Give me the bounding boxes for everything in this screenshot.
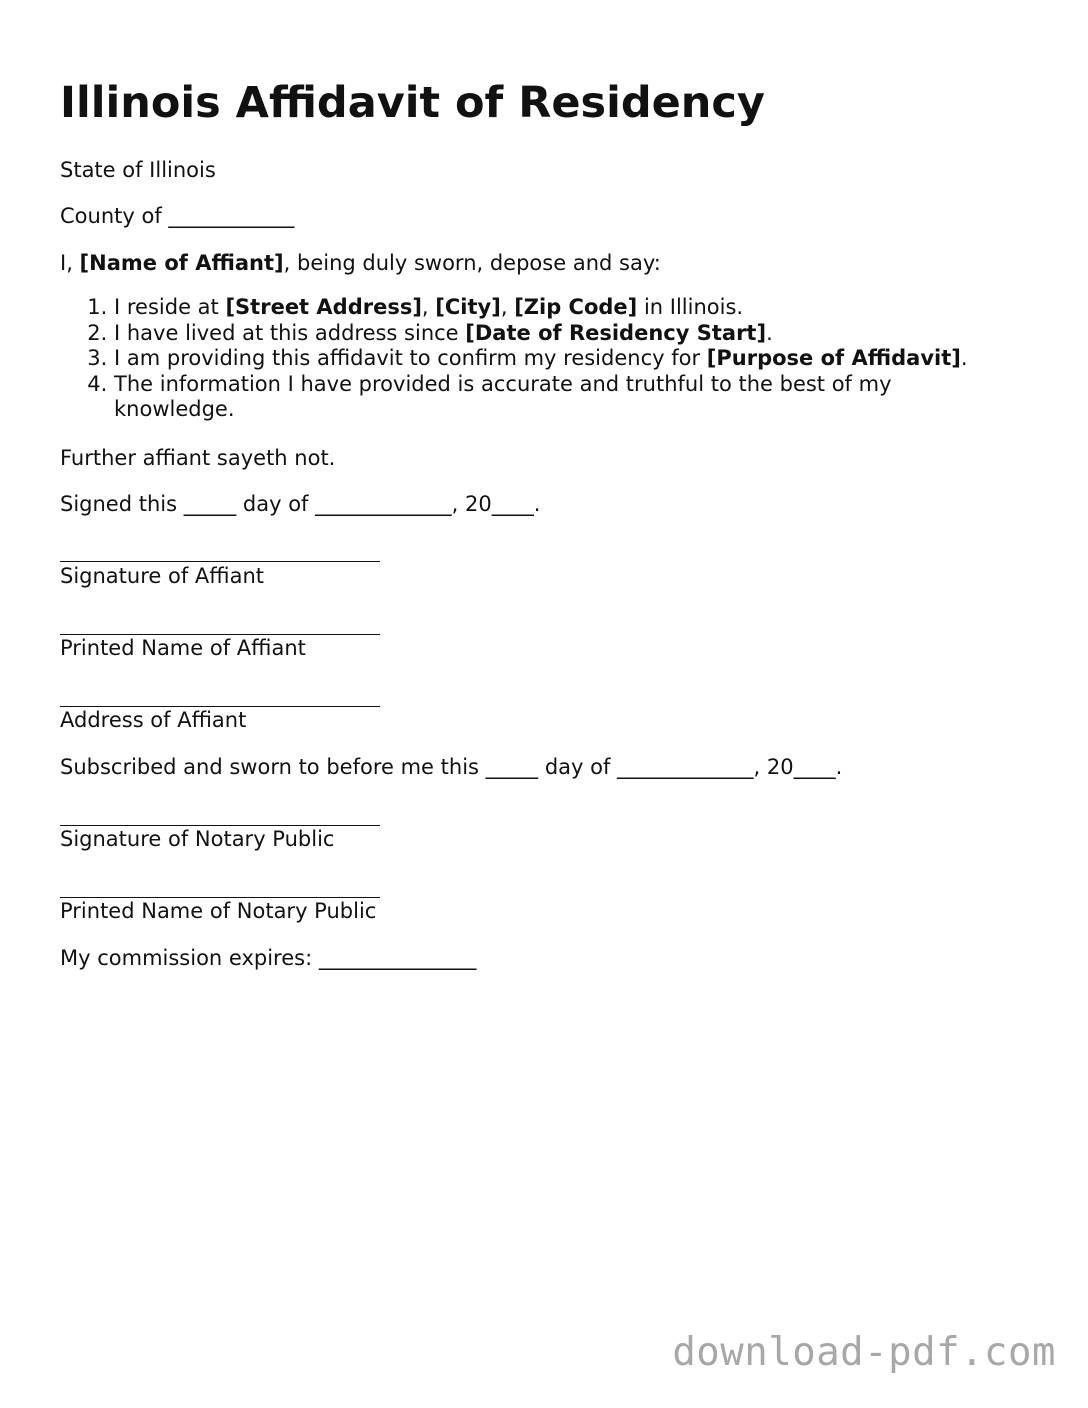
commission-expiry-line: My commission expires: _______________ xyxy=(60,946,477,970)
list-item: 3. I am providing this affidavit to confirm my residency for [Purpose of Affidavit]. xyxy=(114,346,1044,372)
affiant-printed-name-label: Printed Name of Affiant xyxy=(60,636,306,660)
list-item: 2. I have lived at this address since [Date of Residency Start]. xyxy=(114,321,1044,347)
affiant-signature-line xyxy=(60,561,380,562)
notary-signature-label: Signature of Notary Public xyxy=(60,827,335,851)
watermark: download-pdf.com xyxy=(672,1330,1056,1375)
affiant-name-placeholder: [Name of Affiant] xyxy=(79,251,284,275)
affiant-address-label: Address of Affiant xyxy=(60,708,247,732)
intro-suffix: , being duly sworn, depose and say: xyxy=(283,251,661,275)
street-address-placeholder: [Street Address] xyxy=(225,295,422,319)
affidavit-statements xyxy=(60,295,1044,423)
intro-prefix: I, xyxy=(60,251,80,275)
city-placeholder: [City] xyxy=(435,295,501,319)
subscribed-line: Subscribed and sworn to before me this _____ day of _____________, 20____. xyxy=(60,755,843,779)
purpose-placeholder: [Purpose of Affidavit] xyxy=(706,346,961,370)
zip-code-placeholder: [Zip Code] xyxy=(514,295,638,319)
list-item: 4. The information I have provided is accurate and truthful to the best of my knowledge. xyxy=(114,372,1044,423)
signed-date-line: Signed this _____ day of _____________, 20____. xyxy=(60,492,541,516)
further-statement: Further affiant sayeth not. xyxy=(60,446,336,470)
state-line: State of Illinois xyxy=(60,158,216,182)
affiant-signature-label: Signature of Affiant xyxy=(60,564,264,588)
document-title: Illinois Affidavit of Residency xyxy=(60,78,765,128)
county-line: County of ____________ xyxy=(60,204,295,228)
list-item: 1. I reside at [Street Address], [City], [Zip Code] in Illinois. xyxy=(114,295,1044,321)
notary-printed-name-label: Printed Name of Notary Public xyxy=(60,899,377,923)
residency-start-placeholder: [Date of Residency Start] xyxy=(465,320,767,345)
intro-statement xyxy=(60,250,661,276)
